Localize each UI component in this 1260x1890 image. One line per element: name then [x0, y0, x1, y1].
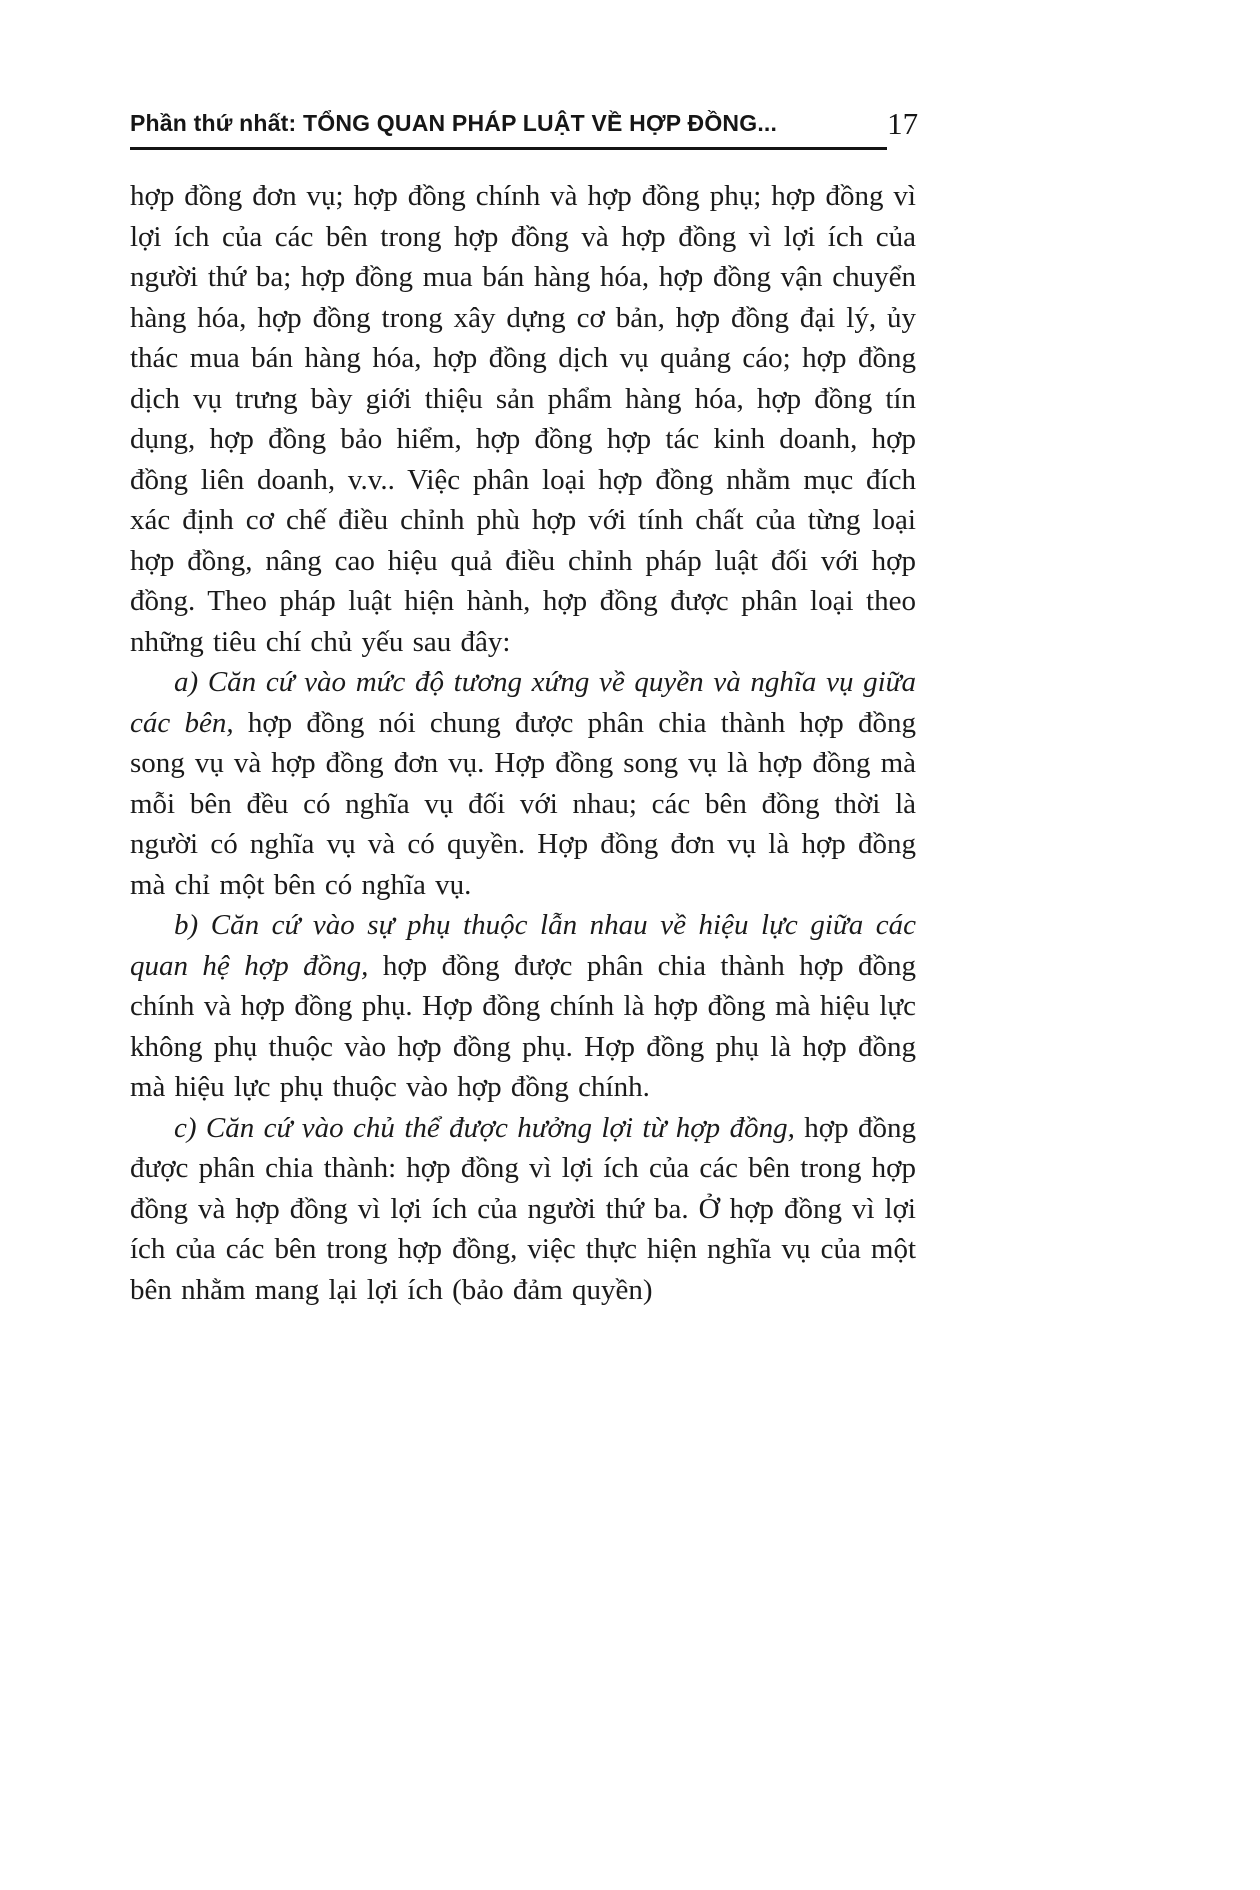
paragraph-lead-italic: b) Căn cứ vào sự phụ thuộc lẫn nhau về hiệu lực giữa các quan hệ hợp đồng,	[130, 909, 916, 982]
paragraph	[130, 1108, 916, 1311]
paragraph-text: hợp đồng đơn vụ; hợp đồng chính và hợp đồng phụ; hợp đồng vì lợi ích của các bên trong hợp đồng và hợp đồng vì lợi ích của người thứ ba; hợp đồng mua bán hàng hóa, hợp đồng vận chuyển hàng hóa, hợp đồng trong xây dựng cơ bản, hợp đồng đại lý, ủy thác mua bán hàng hóa, hợp đồng dịch vụ quảng cáo; hợp đồng dịch vụ trưng bày giới thiệu sản phẩm hàng hóa, hợp đồng tín dụng, hợp đồng bảo hiểm, hợp đồng hợp tác kinh doanh, hợp đồng liên doanh, v.v.. Việc phân loại hợp đồng nhằm mục đích xác định cơ chế điều chỉnh phù hợp với tính chất của từng loại hợp đồng, nâng cao hiệu quả điều chỉnh pháp luật đối với hợp đồng. Theo pháp luật hiện hành, hợp đồng được phân loại theo những tiêu chí chủ yếu sau đây:	[130, 180, 916, 658]
page-body	[130, 176, 916, 1310]
page-header	[130, 106, 919, 150]
paragraph-lead-italic: a) Căn cứ vào mức độ tương xứng về quyền và nghĩa vụ giữa các bên,	[130, 666, 916, 739]
page-number: 17	[887, 106, 919, 141]
paragraph-text: hợp đồng được phân chia thành hợp đồng chính và hợp đồng phụ. Hợp đồng chính là hợp đồng mà hiệu lực không phụ thuộc vào hợp đồng phụ. Hợp đồng phụ là hợp đồng mà hiệu lực phụ thuộc vào hợp đồng chính.	[130, 949, 916, 1103]
paragraph-text: hợp đồng nói chung được phân chia thành hợp đồng song vụ và hợp đồng đơn vụ. Hợp đồng song vụ là hợp đồng mà mỗi bên đều có nghĩa vụ đối với nhau; các bên đồng thời là người có nghĩa vụ và có quyền. Hợp đồng đơn vụ là hợp đồng mà chỉ một bên có nghĩa vụ.	[130, 706, 916, 901]
paragraph-text: hợp đồng được phân chia thành: hợp đồng vì lợi ích của các bên trong hợp đồng và hợp đồng vì lợi ích của người thứ ba. Ở hợp đồng vì lợi ích của các bên trong hợp đồng, việc thực hiện nghĩa vụ của một bên nhằm mang lại lợi ích (bảo đảm quyền)	[130, 1111, 916, 1306]
running-header-title: Phần thứ nhất: TỔNG QUAN PHÁP LUẬT VỀ HỢP ĐỒNG...	[130, 110, 887, 150]
paragraph	[130, 176, 916, 662]
paragraph	[130, 905, 916, 1108]
paragraph-lead-italic: c) Căn cứ vào chủ thể được hưởng lợi từ hợp đồng,	[174, 1111, 795, 1144]
paragraph	[130, 662, 916, 905]
